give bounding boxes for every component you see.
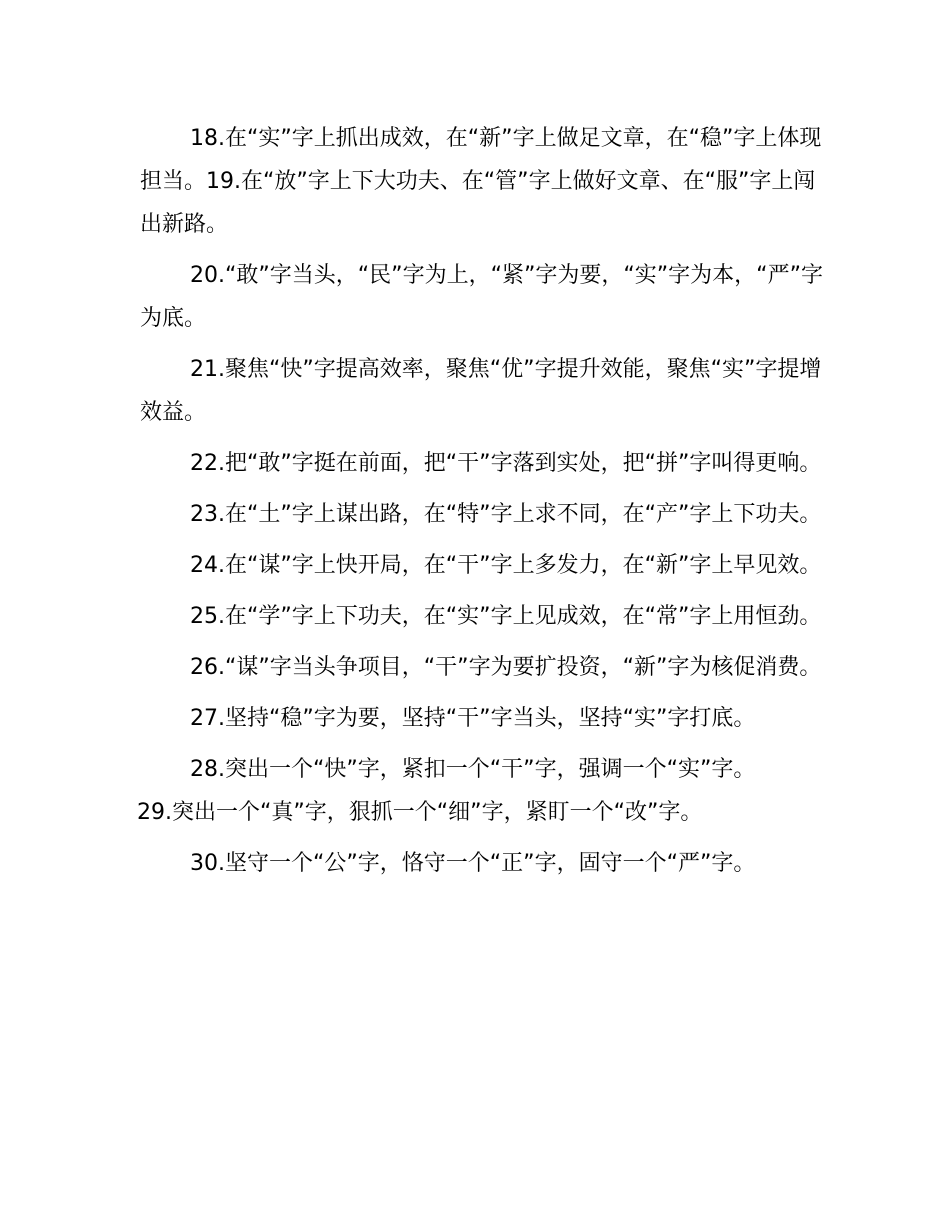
paragraph-29: 29.突出一个“真”字，狠抓一个“细”字，紧盯一个“改”字。 <box>137 800 703 825</box>
paragraph-25: 25.在“学”字上下功夫，在“实”字上见成效，在“常”字上用恒劲。 <box>190 604 822 629</box>
paragraph-20: 20.“敢”字当头，“民”字为上，“紧”字为要，“实”字为本，“严”字为底。 <box>140 263 823 331</box>
paragraph-23: 23.在“土”字上谋出路，在“特”字上求不同，在“产”字上下功夫。 <box>190 502 822 527</box>
document-body <box>137 117 835 893</box>
paragraph-22: 22.把“敢”字挺在前面，把“干”字落到实处，把“拼”字叫得更响。 <box>190 451 822 476</box>
paragraph-28: 28.突出一个“快”字，紧扣一个“干”字，强调一个“实”字。 <box>190 757 756 782</box>
paragraph-18-19: 18.在“实”字上抓出成效，在“新”字上做足文章，在“稳”字上体现担当。19.在“放”字上下大功夫、在“管”字上做好文章、在“服”字上闯出新路。 <box>140 126 822 237</box>
paragraph-24: 24.在“谋”字上快开局，在“干”字上多发力，在“新”字上早见效。 <box>190 553 822 578</box>
paragraph-26: 26.“谋”字当头争项目，“干”字为要扩投资，“新”字为核促消费。 <box>190 655 822 680</box>
paragraph-21: 21.聚焦“快”字提高效率，聚焦“优”字提升效能，聚焦“实”字提增效益。 <box>140 357 822 425</box>
paragraph-27: 27.坚持“稳”字为要，坚持“干”字当头，坚持“实”字打底。 <box>190 706 756 731</box>
paragraph-30: 30.坚守一个“公”字，恪守一个“正”字，固守一个“严”字。 <box>190 851 756 876</box>
